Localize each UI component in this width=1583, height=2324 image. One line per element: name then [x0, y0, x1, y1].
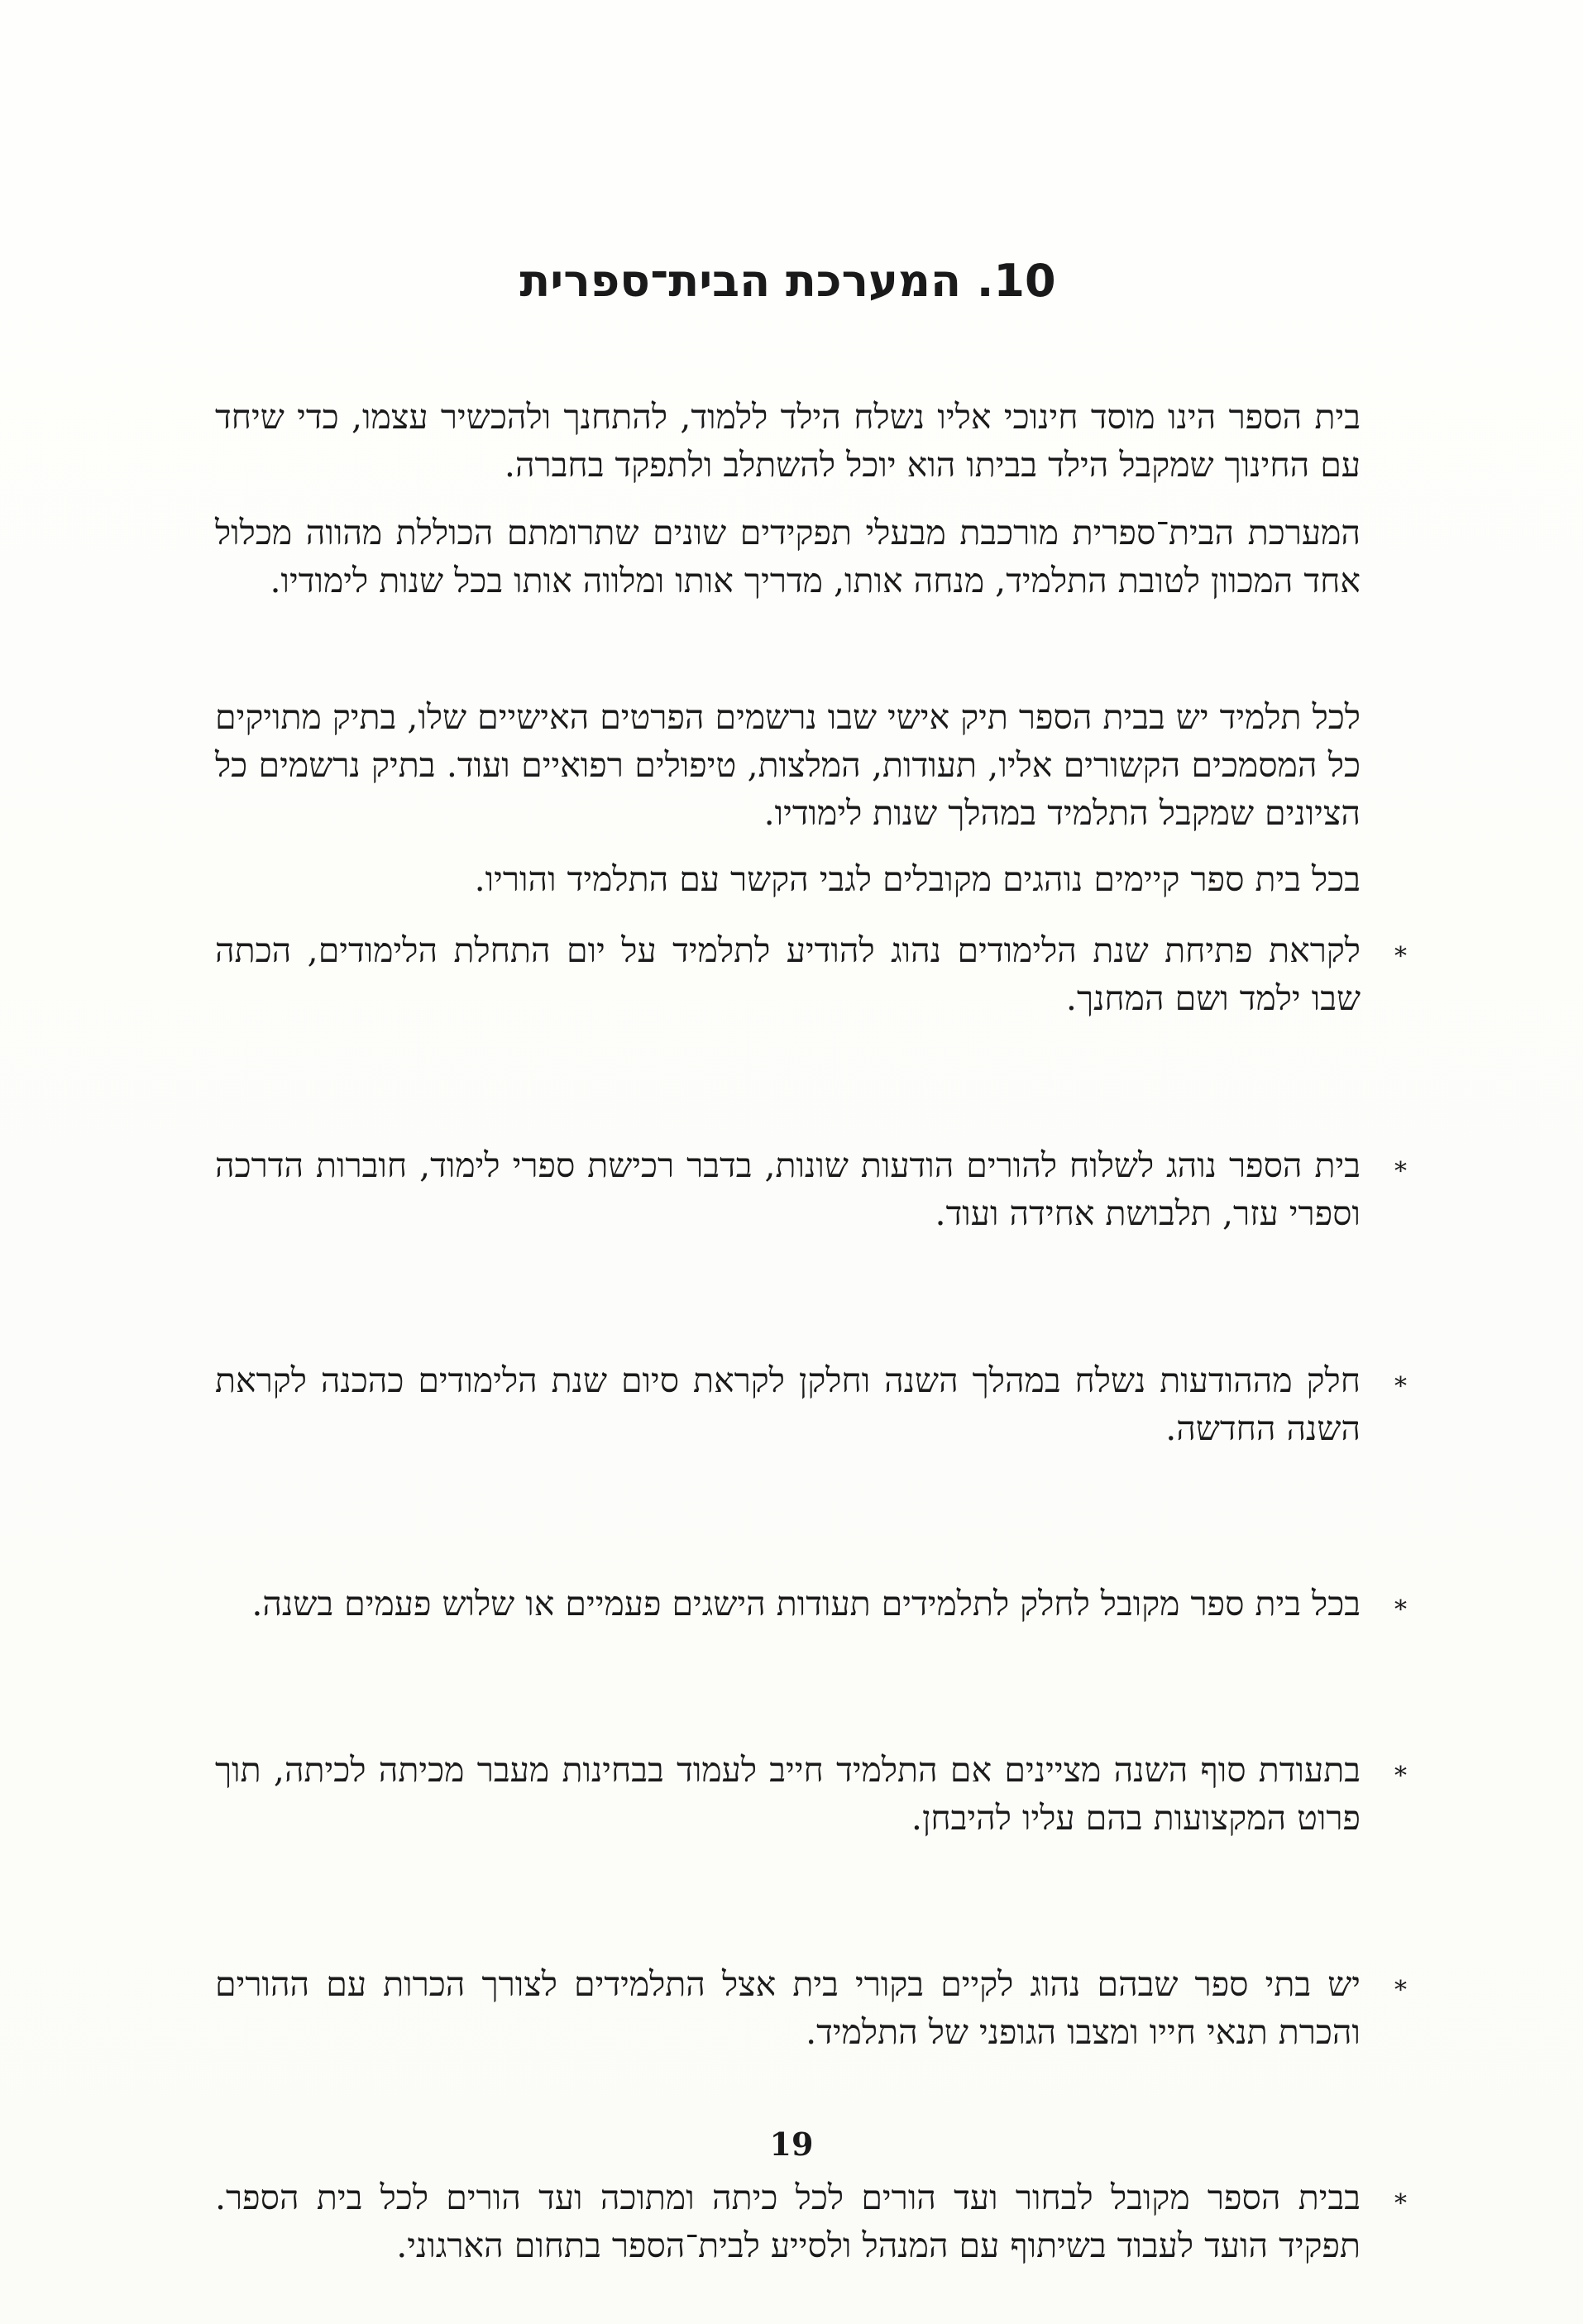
- bullet-item-5: [215, 1746, 1407, 1842]
- bullet-marker: *: [1394, 1595, 1407, 1624]
- bullet-text: לקראת פתיחת שנת הלימודים נהוג להודיע לתלמיד על יום התחלת הלימודים, הכתה שבו ילמד ושם המחנך.: [215, 930, 1361, 1018]
- paragraph-1: [215, 393, 1361, 489]
- chapter-title: 10. המערכת הבית־ספרית: [519, 255, 1056, 307]
- bullet-marker: *: [1394, 1762, 1407, 1791]
- bullet-marker: *: [1394, 1372, 1407, 1401]
- bullet-item-2: [215, 1141, 1407, 1237]
- bullet-text: בית הספר נוהג לשלוח להורים הודעות שונות, בדבר רכישת ספרי לימוד, חוברות הדרכה וספרי עזר, תלבושת אחידה ועוד.: [215, 1145, 1361, 1233]
- bullet-text: בתעודת סוף השנה מציינים אם התלמיד חייב לעמוד בבחינות מעבר מכיתה לכיתה, תוך פרוט המקצועות בהם עליו להיבחן.: [215, 1750, 1361, 1838]
- paragraph-2: [215, 509, 1361, 605]
- bullet-item-7: [215, 2173, 1407, 2269]
- bullet-item-3: [215, 1356, 1407, 1452]
- bullet-marker: *: [1394, 1976, 1407, 2005]
- bullet-item-1: [215, 926, 1407, 1022]
- bullet-text: יש בתי ספר שבהם נהוג לקיים בקורי בית אצל התלמידים לצורך הכרות עם ההורים והכרת תנאי חייו ומצבו הגופני של התלמיד.: [215, 1964, 1361, 2052]
- paragraph-4: [215, 855, 1361, 903]
- paragraph-text: בית הספר הינו מוסד חינוכי אליו נשלח הילד ללמוד, להתחנך ולהכשיר עצמו, כדי שיחד עם החינוך שמקבל הילד בביתו הוא יוכל להשתלב ולתפקד בחברה.: [215, 397, 1361, 485]
- paragraph-3: [215, 693, 1361, 837]
- bullet-marker: *: [1394, 1157, 1407, 1186]
- paragraph-text: לכל תלמיד יש בבית הספר תיק אישי שבו נרשמים הפרטים האישיים שלו, בתיק מתויקים כל המסמכים הקשורים אליו, תעודות, המלצות, טיפולים רפואיים ועוד. בתיק נרשמים כל הציונים שמקבל התלמיד במהלך שנות לימודיו.: [215, 697, 1361, 833]
- bullet-marker: *: [1394, 2189, 1407, 2218]
- bullet-text: בבית הספר מקובל לבחור ועד הורים לכל כיתה ומתוכה ועד הורים לכל בית הספר. תפקיד הועד לעבוד בשיתוף עם המנהל ולסייע לבית־הספר בתחום הארגוני.: [215, 2178, 1361, 2265]
- bullet-text: בכל בית ספר מקובל לחלק לתלמידים תעודות הישגים פעמיים או שלוש פעמים בשנה.: [251, 1584, 1361, 1623]
- bullet-marker: *: [1394, 942, 1407, 971]
- bullet-text: חלק מההודעות נשלח במהלך השנה וחלקן לקראת סיום שנת הלימודים כהכנה לקראת השנה החדשה.: [215, 1360, 1361, 1448]
- bullet-item-6: [215, 1960, 1407, 2056]
- paragraph-text: בכל בית ספר קיימים נוהגים מקובלים לגבי הקשר עם התלמיד והוריו.: [474, 859, 1361, 899]
- paragraph-text: המערכת הבית־ספרית מורכבת מבעלי תפקידים שונים שתרומתם הכוללת מהווה מכלול אחד המכוון לטובת התלמיד, מנחה אותו, מדריך אותו ומלווה אותו בכל שנות לימודיו.: [215, 513, 1361, 600]
- bullet-item-4: [215, 1580, 1407, 1628]
- page-number: 19: [769, 2126, 814, 2163]
